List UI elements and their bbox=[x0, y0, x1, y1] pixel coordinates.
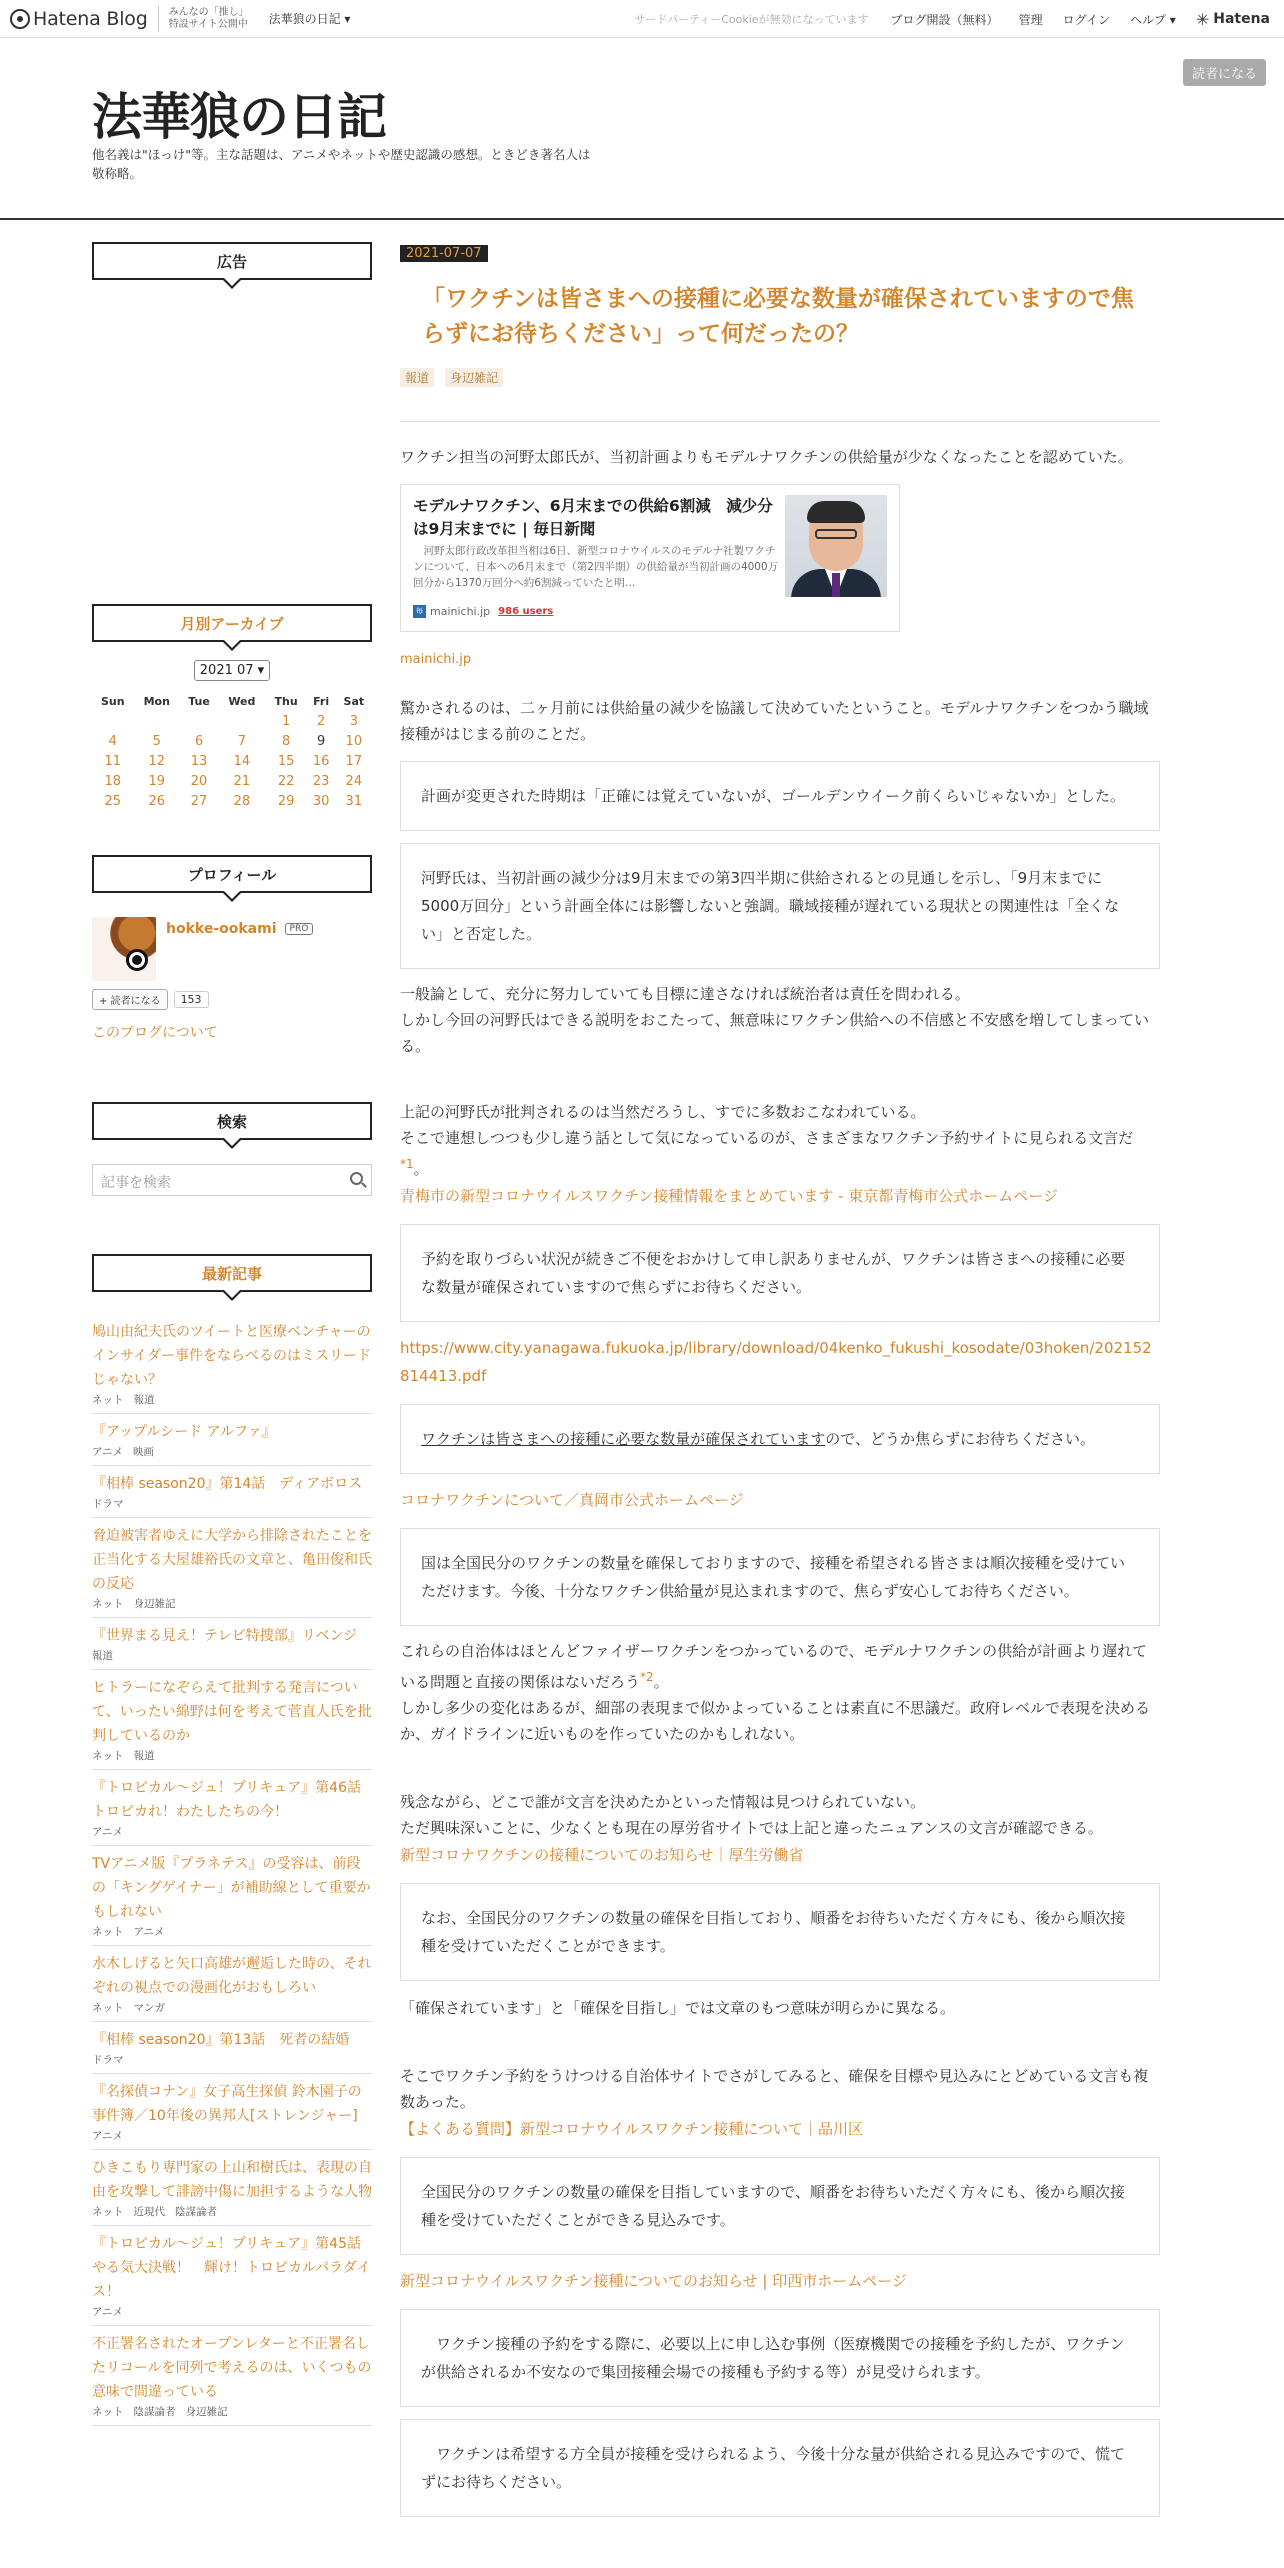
recent-entry-title[interactable]: ヒトラーになぞらえて批判する発言について、いったい綿野は何を考えて菅直人氏を批判しているのか bbox=[92, 1680, 372, 1744]
recent-entry-categories bbox=[92, 1596, 372, 1611]
blockquote: なお、全国民分のワクチンの数量の確保を目指しており、順番をお待ちいただく方々にも、後から順次接種を受けていただくことができます。 bbox=[400, 1883, 1160, 1981]
calendar-day[interactable]: 22 bbox=[277, 773, 295, 789]
search-icon[interactable] bbox=[350, 1172, 363, 1185]
recent-entry-title[interactable]: ひきこもり専門家の上山和樹氏は、表現の自由を攻撃して誹謗中傷に加担するような人物 bbox=[92, 2160, 372, 2200]
ad-space bbox=[92, 280, 372, 604]
weekday-label: Tue bbox=[188, 694, 210, 708]
calendar-day[interactable]: 4 bbox=[108, 733, 117, 749]
blog-menu-dropdown[interactable]: 法華狼の日記 ▾ bbox=[268, 12, 351, 26]
search-placeholder: 記事を検索 bbox=[101, 1175, 171, 1191]
calendar-day[interactable]: 8 bbox=[281, 733, 291, 749]
recent-entry bbox=[92, 1770, 375, 1846]
recent-entry bbox=[92, 1414, 372, 1466]
paragraph-text: 。 bbox=[653, 1673, 669, 1691]
avatar-shape bbox=[92, 917, 156, 981]
spacer bbox=[92, 1042, 372, 1102]
profile-row bbox=[92, 917, 372, 981]
search-heading-label: 検索 bbox=[216, 1112, 247, 1131]
recent-entry-title[interactable]: 脅迫被害者ゆえに大学から排除されたことを正当化する大屋雄裕氏の文章と、亀田俊和氏の反応 bbox=[92, 1528, 372, 1592]
external-link[interactable]: 【よくある質問】新型コロナウイルスワクチン接種について｜品川区 bbox=[400, 2120, 864, 2138]
recent-entry bbox=[92, 2150, 372, 2226]
quote-underlined-text: ワクチンは皆さまへの接種に必要な数量が確保されています bbox=[421, 1430, 826, 1448]
recent-entry-category[interactable]: ネット bbox=[92, 1394, 124, 1406]
ad-heading-label: 広告 bbox=[216, 252, 247, 271]
recent-entry-title[interactable]: 『トロピカル～ジュ！プリキュア』第46話 トロピカれ！わたしたちの今！ bbox=[92, 1780, 375, 1820]
calendar-day[interactable]: 6 bbox=[194, 733, 204, 749]
calendar-day[interactable]: 28 bbox=[233, 793, 251, 809]
recent-entry-categories bbox=[92, 1392, 372, 1407]
calendar-week-row bbox=[92, 711, 372, 731]
recent-entry bbox=[92, 1314, 372, 1414]
calendar-day[interactable]: 21 bbox=[233, 773, 251, 789]
entry-categories bbox=[400, 367, 1160, 387]
blockquote: 国は全国民分のワクチンの数量を確保しておりますので、接種を希望される皆さまは順次接種を受けていただけます。今後、十分なワクチン供給量が見込まれますので、焦らず安心してお待ちください。 bbox=[400, 1528, 1160, 1626]
calendar-day[interactable]: 11 bbox=[104, 753, 122, 769]
recent-entry-title[interactable]: TVアニメ版『プラネテス』の受容は、前段の「キングゲイナー」が補助線として重要かもしれない bbox=[92, 1856, 371, 1920]
recent-entry-title[interactable]: 『相棒 season20』第13話 死者の結婚 bbox=[92, 2032, 350, 2048]
hatena-blog-logo[interactable] bbox=[10, 8, 148, 30]
thumbnail-glasses bbox=[815, 529, 857, 539]
profile-reader-row bbox=[92, 989, 372, 1010]
profile-subscribe-button[interactable]: + 読者になる bbox=[92, 989, 168, 1010]
recent-entry-category[interactable]: ネット bbox=[92, 1926, 124, 1938]
blockquote: 予約を取りづらい状況が続きご不便をおかけして申し訳ありませんが、ワクチンは皆さまへの接種に必要な数量が確保されていますので焦らずにお待ちください。 bbox=[400, 1224, 1160, 1322]
recent-entry bbox=[92, 2326, 372, 2426]
recent-entry-categories bbox=[92, 1748, 372, 1763]
recent-entry-categories bbox=[92, 2000, 372, 2015]
hatena-link[interactable] bbox=[1196, 10, 1270, 29]
calendar-day[interactable]: 10 bbox=[345, 733, 363, 749]
weekday-label: Fri bbox=[313, 694, 330, 708]
recent-entry-category[interactable]: 陰謀論者 bbox=[175, 2206, 217, 2218]
recent-entry-category[interactable]: 身辺雑記 bbox=[133, 1598, 176, 1610]
recent-entry bbox=[92, 2074, 372, 2150]
archive-month-select[interactable]: 2021 07 ▾ bbox=[194, 660, 270, 681]
weekday-label: Thu bbox=[274, 694, 298, 708]
calendar-day[interactable]: 24 bbox=[345, 773, 363, 789]
recent-entry-title[interactable]: 『トロピカル～ジュ！プリキュア』第45話 やる気大決戦！ 輝け！トロピカルパラダイス！ bbox=[92, 2236, 375, 2300]
calendar-day[interactable]: 20 bbox=[190, 773, 208, 789]
weekday-label: Sat bbox=[343, 694, 365, 708]
recent-entry-title[interactable]: 『アップルシード アルファ』 bbox=[92, 1424, 276, 1440]
header-right-menu bbox=[634, 0, 1284, 38]
recent-entry-categories bbox=[92, 1648, 372, 1663]
recent-entry-category[interactable]: 報道 bbox=[133, 1750, 155, 1762]
recent-entries-list bbox=[92, 1314, 375, 2426]
recent-entry-title[interactable]: 不正署名されたオープンレターと不正署名したリコールを同列で考えるのは、いくつもの意味で間違っている bbox=[92, 2336, 372, 2400]
paragraph bbox=[400, 1638, 1160, 1747]
recent-entry-categories bbox=[92, 2304, 372, 2319]
promo-line-2: 特設サイト公開中 bbox=[168, 18, 248, 30]
calendar-day bbox=[218, 711, 266, 731]
paragraph: 「確保されています」と「確保を目指し」では文章のもつ意味が明らかに異なる。 bbox=[400, 1999, 956, 2017]
pro-badge: PRO bbox=[285, 923, 314, 935]
external-link[interactable]: https://www.city.yanagawa.fukuoka.jp/library/download/04kenko_fukushi_kosodate/03hoken/202152814413.pdf bbox=[400, 1339, 1152, 1385]
paragraph bbox=[400, 1789, 1160, 1869]
calendar-day bbox=[134, 711, 180, 731]
embed-card-site: mainichi.jp bbox=[430, 605, 491, 618]
avatar-pupil bbox=[132, 955, 142, 965]
about-blog-link[interactable]: このブログについて bbox=[92, 1025, 218, 1041]
paragraph-line: 残念ながら、どこで誰が文言を決めたかといった情報は見つけられていない。 bbox=[400, 1793, 926, 1811]
paragraph-text: これらの自治体はほとんどファイザーワクチンをつかっているので、モデルナワクチンの供給が計画より遅れている問題と直接の関係はないだろう bbox=[400, 1642, 1148, 1691]
calendar-week-row bbox=[92, 731, 372, 751]
calendar-day[interactable]: 29 bbox=[277, 793, 295, 809]
recent-entry-category[interactable]: ネット bbox=[92, 2206, 124, 2218]
recent-entry-categories bbox=[92, 1924, 372, 1939]
calendar-week-row bbox=[92, 791, 372, 811]
divider bbox=[400, 421, 1160, 422]
profile-name[interactable]: hokke-ookami bbox=[166, 921, 277, 937]
paragraph-line: しかし多少の変化はあるが、細部の表現まで似かよっていることは素直に不思議だ。政府レベルで表現を決めるか、ガイドラインに近いものを作っていたのかもしれない。 bbox=[400, 1699, 1151, 1743]
calendar-day bbox=[180, 711, 218, 731]
recent-entry-title[interactable]: 『相棒 season20』第14話 ディアボロス bbox=[92, 1476, 363, 1492]
recent-entry-title[interactable]: 『名探偵コナン』女子高生探偵 鈴木園子の事件簿／10年後の異邦人[ストレンジャー] bbox=[92, 2084, 362, 2124]
profile-heading-label: プロフィール bbox=[187, 865, 277, 884]
recent-entry bbox=[92, 1518, 372, 1618]
weekday-label: Sun bbox=[100, 694, 125, 708]
promo-link[interactable] bbox=[169, 7, 249, 31]
help-dropdown[interactable]: ヘルプ ▾ bbox=[1129, 12, 1176, 27]
blog-description: 他名義は"ほっけ"等。主な話題は、アニメやネットや歴史認識の感想。ときどき著名人は敬称略。 bbox=[92, 147, 591, 181]
weekday-label: Mon bbox=[143, 694, 170, 708]
spacer bbox=[92, 1196, 372, 1254]
recent-entry-category[interactable]: アニメ bbox=[92, 1446, 123, 1458]
search-input[interactable] bbox=[92, 1164, 372, 1196]
recent-entry bbox=[92, 2022, 372, 2074]
paragraph bbox=[400, 2063, 1160, 2143]
entry-title[interactable]: 「ワクチンは皆さまへの接種に必要な数量が確保されていますので焦らずにお待ちください」って何だったの？ bbox=[422, 286, 1134, 347]
embed-card-source bbox=[413, 605, 554, 628]
calendar-week-row bbox=[92, 751, 372, 771]
calendar-day[interactable]: 1 bbox=[281, 713, 291, 729]
paragraph-line: ただ興味深いことに、少なくとも現在の厚労省サイトでは上記と違ったニュアンスの文言が確認できる。 bbox=[400, 1819, 1103, 1837]
category-tag[interactable]: 報道 bbox=[400, 368, 434, 387]
paragraph-line bbox=[400, 1125, 1160, 1182]
recent-entry bbox=[92, 1670, 372, 1770]
recent-entry-categories bbox=[92, 1496, 372, 1511]
calendar-day[interactable]: 17 bbox=[345, 753, 363, 769]
reader-count[interactable]: 153 bbox=[174, 991, 209, 1008]
source-link[interactable]: mainichi.jp bbox=[400, 652, 472, 667]
paragraph-text: そこで連想しつつも少し違う話として気になっているのが、さまざまなワクチン予約サイトに見られる文言だ bbox=[400, 1129, 1134, 1147]
recent-entry bbox=[92, 1946, 372, 2022]
recent-entry-title[interactable]: 鳩山由紀夫氏のツイートと医療ベンチャーのインサイダー事件をならべるのはミスリードじゃない？ bbox=[92, 1324, 372, 1388]
calendar-day[interactable]: 30 bbox=[312, 793, 330, 809]
blockquote: ワクチン接種の予約をする際に、必要以上に申し込む事例（医療機関での接種を予約したが、ワクチンが供給されるか不安なので集団接種会場での接種も予約する等）が見受けられます。 bbox=[400, 2309, 1160, 2407]
paragraph-line: 一般論として、充分に努力していても目標に達さなければ統治者は責任を問われる。 bbox=[400, 985, 970, 1003]
bookmark-users-badge[interactable]: 986 users bbox=[498, 606, 554, 617]
recent-entry-category[interactable]: ネット bbox=[92, 2002, 124, 2014]
paragraph-text: 。 bbox=[413, 1160, 429, 1178]
blockquote bbox=[400, 1404, 1160, 1474]
archive-heading bbox=[92, 604, 372, 642]
footnote-link[interactable]: *1 bbox=[400, 1157, 414, 1171]
calendar-day[interactable]: 14 bbox=[233, 753, 251, 769]
recent-entry-category[interactable]: アニメ bbox=[133, 1926, 165, 1938]
paragraph: ワクチン担当の河野太郎氏が、当初計画よりもモデルナワクチンの供給量が少なくなったことを認めていた。 bbox=[400, 448, 1133, 466]
hatena-blog-brand-text: Hatena Blog bbox=[33, 7, 148, 30]
recent-entry bbox=[92, 1618, 372, 1670]
embed-card-thumbnail bbox=[785, 495, 887, 597]
embed-card-title[interactable]: モデルナワクチン、6月末までの供給6割減 減少分は9月末までに | 毎日新聞 bbox=[413, 497, 773, 538]
calendar-day[interactable]: 7 bbox=[237, 733, 246, 749]
calendar-day[interactable]: 18 bbox=[104, 773, 122, 789]
hatena-link-label: Hatena bbox=[1213, 11, 1270, 27]
recent-entry bbox=[92, 1846, 372, 1946]
paragraph bbox=[400, 981, 1160, 1059]
calendar-day[interactable]: 13 bbox=[190, 753, 208, 769]
entry-date[interactable]: 2021-07-07 bbox=[400, 245, 488, 262]
promo-line-1: みんなの「推し」 bbox=[168, 6, 249, 18]
recent-entries-heading bbox=[92, 1254, 372, 1292]
article bbox=[400, 242, 1160, 2517]
external-link[interactable]: 青梅市の新型コロナウイルスワクチン接種情報をまとめています - 東京都青梅市公式ホームページ bbox=[400, 1187, 1059, 1205]
paragraph bbox=[400, 1099, 1160, 1210]
calendar-day[interactable]: 16 bbox=[312, 753, 330, 769]
quote-text: ので、どうか焦らずにお待ちください。 bbox=[825, 1430, 1095, 1448]
recent-entry-categories bbox=[92, 2204, 372, 2219]
avatar[interactable] bbox=[92, 917, 156, 981]
paragraph-line: しかし今回の河野氏はできる説明をおこたって、無意味にワクチン供給への不信感と不安感を増してしまっている。 bbox=[400, 1011, 1149, 1055]
recent-entry-title[interactable]: 『世界まる見え！テレビ特捜部』リベンジ bbox=[92, 1628, 358, 1644]
hatena-blog-logo-icon bbox=[10, 9, 30, 29]
recent-entry-category[interactable]: 近現代 bbox=[133, 2206, 165, 2218]
calendar-day[interactable]: 25 bbox=[104, 793, 122, 809]
blockquote: 河野氏は、当初計画の減少分は9月末までの第3四半期に供給されるとの見通しを示し、「9月末までに5000万回分」という計画全体には影響しないと強調。職域接種が遅れている現状との関連性は「全くない」と否定した。 bbox=[400, 843, 1160, 969]
blockquote: ワクチンは希望する方全員が接種を受けられるよう、今後十分な量が供給される見込みですので、慌てずにお待ちください。 bbox=[400, 2419, 1160, 2517]
header-separator bbox=[158, 6, 159, 32]
calendar-day bbox=[92, 711, 134, 731]
recent-entry-category[interactable]: 報道 bbox=[92, 1650, 113, 1662]
recent-entries-heading-label: 最新記事 bbox=[201, 1264, 262, 1283]
calendar-day[interactable]: 31 bbox=[345, 793, 363, 809]
open-blog-link[interactable]: ブログ開設（無料） bbox=[890, 12, 999, 27]
calendar-day[interactable]: 26 bbox=[148, 793, 166, 809]
paragraph-line: 上記の河野氏が批判されるのは当然だろうし、すでに多数おこなわれている。 bbox=[400, 1103, 926, 1121]
calendar-day[interactable]: 23 bbox=[312, 773, 330, 789]
recent-entry-category[interactable]: ネット bbox=[92, 1598, 124, 1610]
archive-heading-label: 月別アーカイブ bbox=[180, 614, 284, 633]
recent-entry-categories bbox=[92, 1444, 372, 1459]
profile-heading bbox=[92, 855, 372, 893]
admin-link[interactable]: 管理 bbox=[1018, 12, 1043, 27]
recent-entry bbox=[92, 1466, 372, 1518]
calendar-weekday-row bbox=[92, 691, 372, 711]
paragraph-line bbox=[400, 1638, 1160, 1695]
blog-title[interactable]: 法華狼の日記 bbox=[92, 88, 386, 146]
recent-entry-categories bbox=[92, 2404, 372, 2419]
external-link[interactable]: 新型コロナウイルスワクチン接種についてのお知らせ | 印西市ホームページ bbox=[400, 2272, 907, 2290]
thumbnail-hair bbox=[807, 501, 865, 523]
calendar-day[interactable]: 2 bbox=[316, 713, 326, 729]
recent-entry-category[interactable]: アニメ bbox=[92, 2306, 123, 2318]
hatena-spark-icon: ✳ bbox=[1195, 9, 1210, 29]
paragraph-line: そこでワクチン予約をうけつける自治体サイトでさがしてみると、確保を目標や見込みにとどめている文言も複数あった。 bbox=[400, 2067, 1149, 2111]
recent-entry-categories bbox=[92, 1824, 372, 1839]
spacer bbox=[92, 811, 372, 855]
embed-card-description: 河野太郎行政改革担当相は6日、新型コロナウイルスのモデルナ社製ワクチンについて、日本への6月末まで（第2四半期）の供給量が当初計画の4000万回分から1370万回分へ約6割減っていたと明… bbox=[413, 545, 779, 589]
subscribe-button[interactable]: 読者になる bbox=[1183, 59, 1266, 86]
recent-entry-category[interactable]: マンガ bbox=[133, 2002, 165, 2014]
calendar-day: 9 bbox=[316, 733, 326, 749]
blockquote: 計画が変更された時期は「正確には覚えていないが、ゴールデンウイーク前くらいじゃないか」とした。 bbox=[400, 761, 1160, 831]
site-favicon-icon: 毎日 bbox=[413, 605, 426, 618]
paragraph: 驚かされるのは、二ヶ月前には供給量の減少を協議して決めていたということ。モデルナワクチンをつかう職域接種がはじまる前のことだ。 bbox=[400, 699, 1149, 743]
calendar-day[interactable]: 3 bbox=[349, 713, 358, 729]
recent-entry bbox=[92, 2226, 375, 2326]
thumbnail-tie bbox=[832, 573, 840, 597]
external-link[interactable]: コロナワクチンについて／真岡市公式ホームページ bbox=[400, 1491, 744, 1509]
recent-entry-category[interactable]: ドラマ bbox=[92, 2054, 124, 2066]
external-link[interactable]: 新型コロナワクチンの接種についてのお知らせ｜厚生労働省 bbox=[400, 1846, 804, 1864]
ad-heading bbox=[92, 242, 372, 280]
blog-header bbox=[0, 39, 1284, 220]
recent-entry-category[interactable]: ドラマ bbox=[92, 1498, 124, 1510]
footnote-link[interactable]: *2 bbox=[640, 1670, 654, 1684]
global-header-bar bbox=[0, 0, 1284, 38]
blockquote: 全国民分のワクチンの数量の確保を目指していますので、順番をお待ちいただく方々にも、後から順次接種を受けていただくことができる見込みです。 bbox=[400, 2157, 1160, 2255]
recent-entry-category[interactable]: 報道 bbox=[133, 1394, 155, 1406]
recent-entry-category[interactable]: 映画 bbox=[132, 1446, 154, 1458]
weekday-label: Wed bbox=[228, 694, 256, 708]
recent-entry-categories bbox=[92, 2128, 372, 2143]
calendar-day[interactable]: 15 bbox=[277, 753, 295, 769]
cookie-notice: サードパーティーCookieが無効になっています bbox=[634, 13, 869, 26]
recent-entry-category[interactable]: アニメ bbox=[92, 2130, 123, 2142]
sidebar bbox=[92, 242, 375, 2426]
recent-entry-category[interactable]: 陰謀論者 bbox=[133, 2406, 176, 2418]
calendar-day[interactable]: 27 bbox=[190, 793, 208, 809]
search-heading bbox=[92, 1102, 372, 1140]
calendar-day[interactable]: 19 bbox=[148, 773, 166, 789]
recent-entry-title[interactable]: 水木しげると矢口高雄が邂逅した時の、それぞれの視点での漫画化がおもしろい bbox=[92, 1956, 372, 1996]
login-link[interactable]: ログイン bbox=[1062, 12, 1110, 27]
calendar-week-row bbox=[92, 771, 372, 791]
archive-calendar bbox=[92, 691, 372, 811]
recent-entry-category[interactable]: ネット bbox=[92, 1750, 124, 1762]
embed-card[interactable] bbox=[400, 484, 900, 632]
category-tag[interactable]: 身辺雑記 bbox=[445, 368, 503, 387]
calendar-day[interactable]: 12 bbox=[148, 753, 166, 769]
recent-entry-category[interactable]: アニメ bbox=[92, 1826, 123, 1838]
recent-entry-categories bbox=[92, 2052, 372, 2067]
recent-entry-category[interactable]: ネット bbox=[92, 2406, 124, 2418]
calendar-day[interactable]: 5 bbox=[152, 733, 161, 749]
recent-entry-category[interactable]: 身辺雑記 bbox=[185, 2406, 228, 2418]
